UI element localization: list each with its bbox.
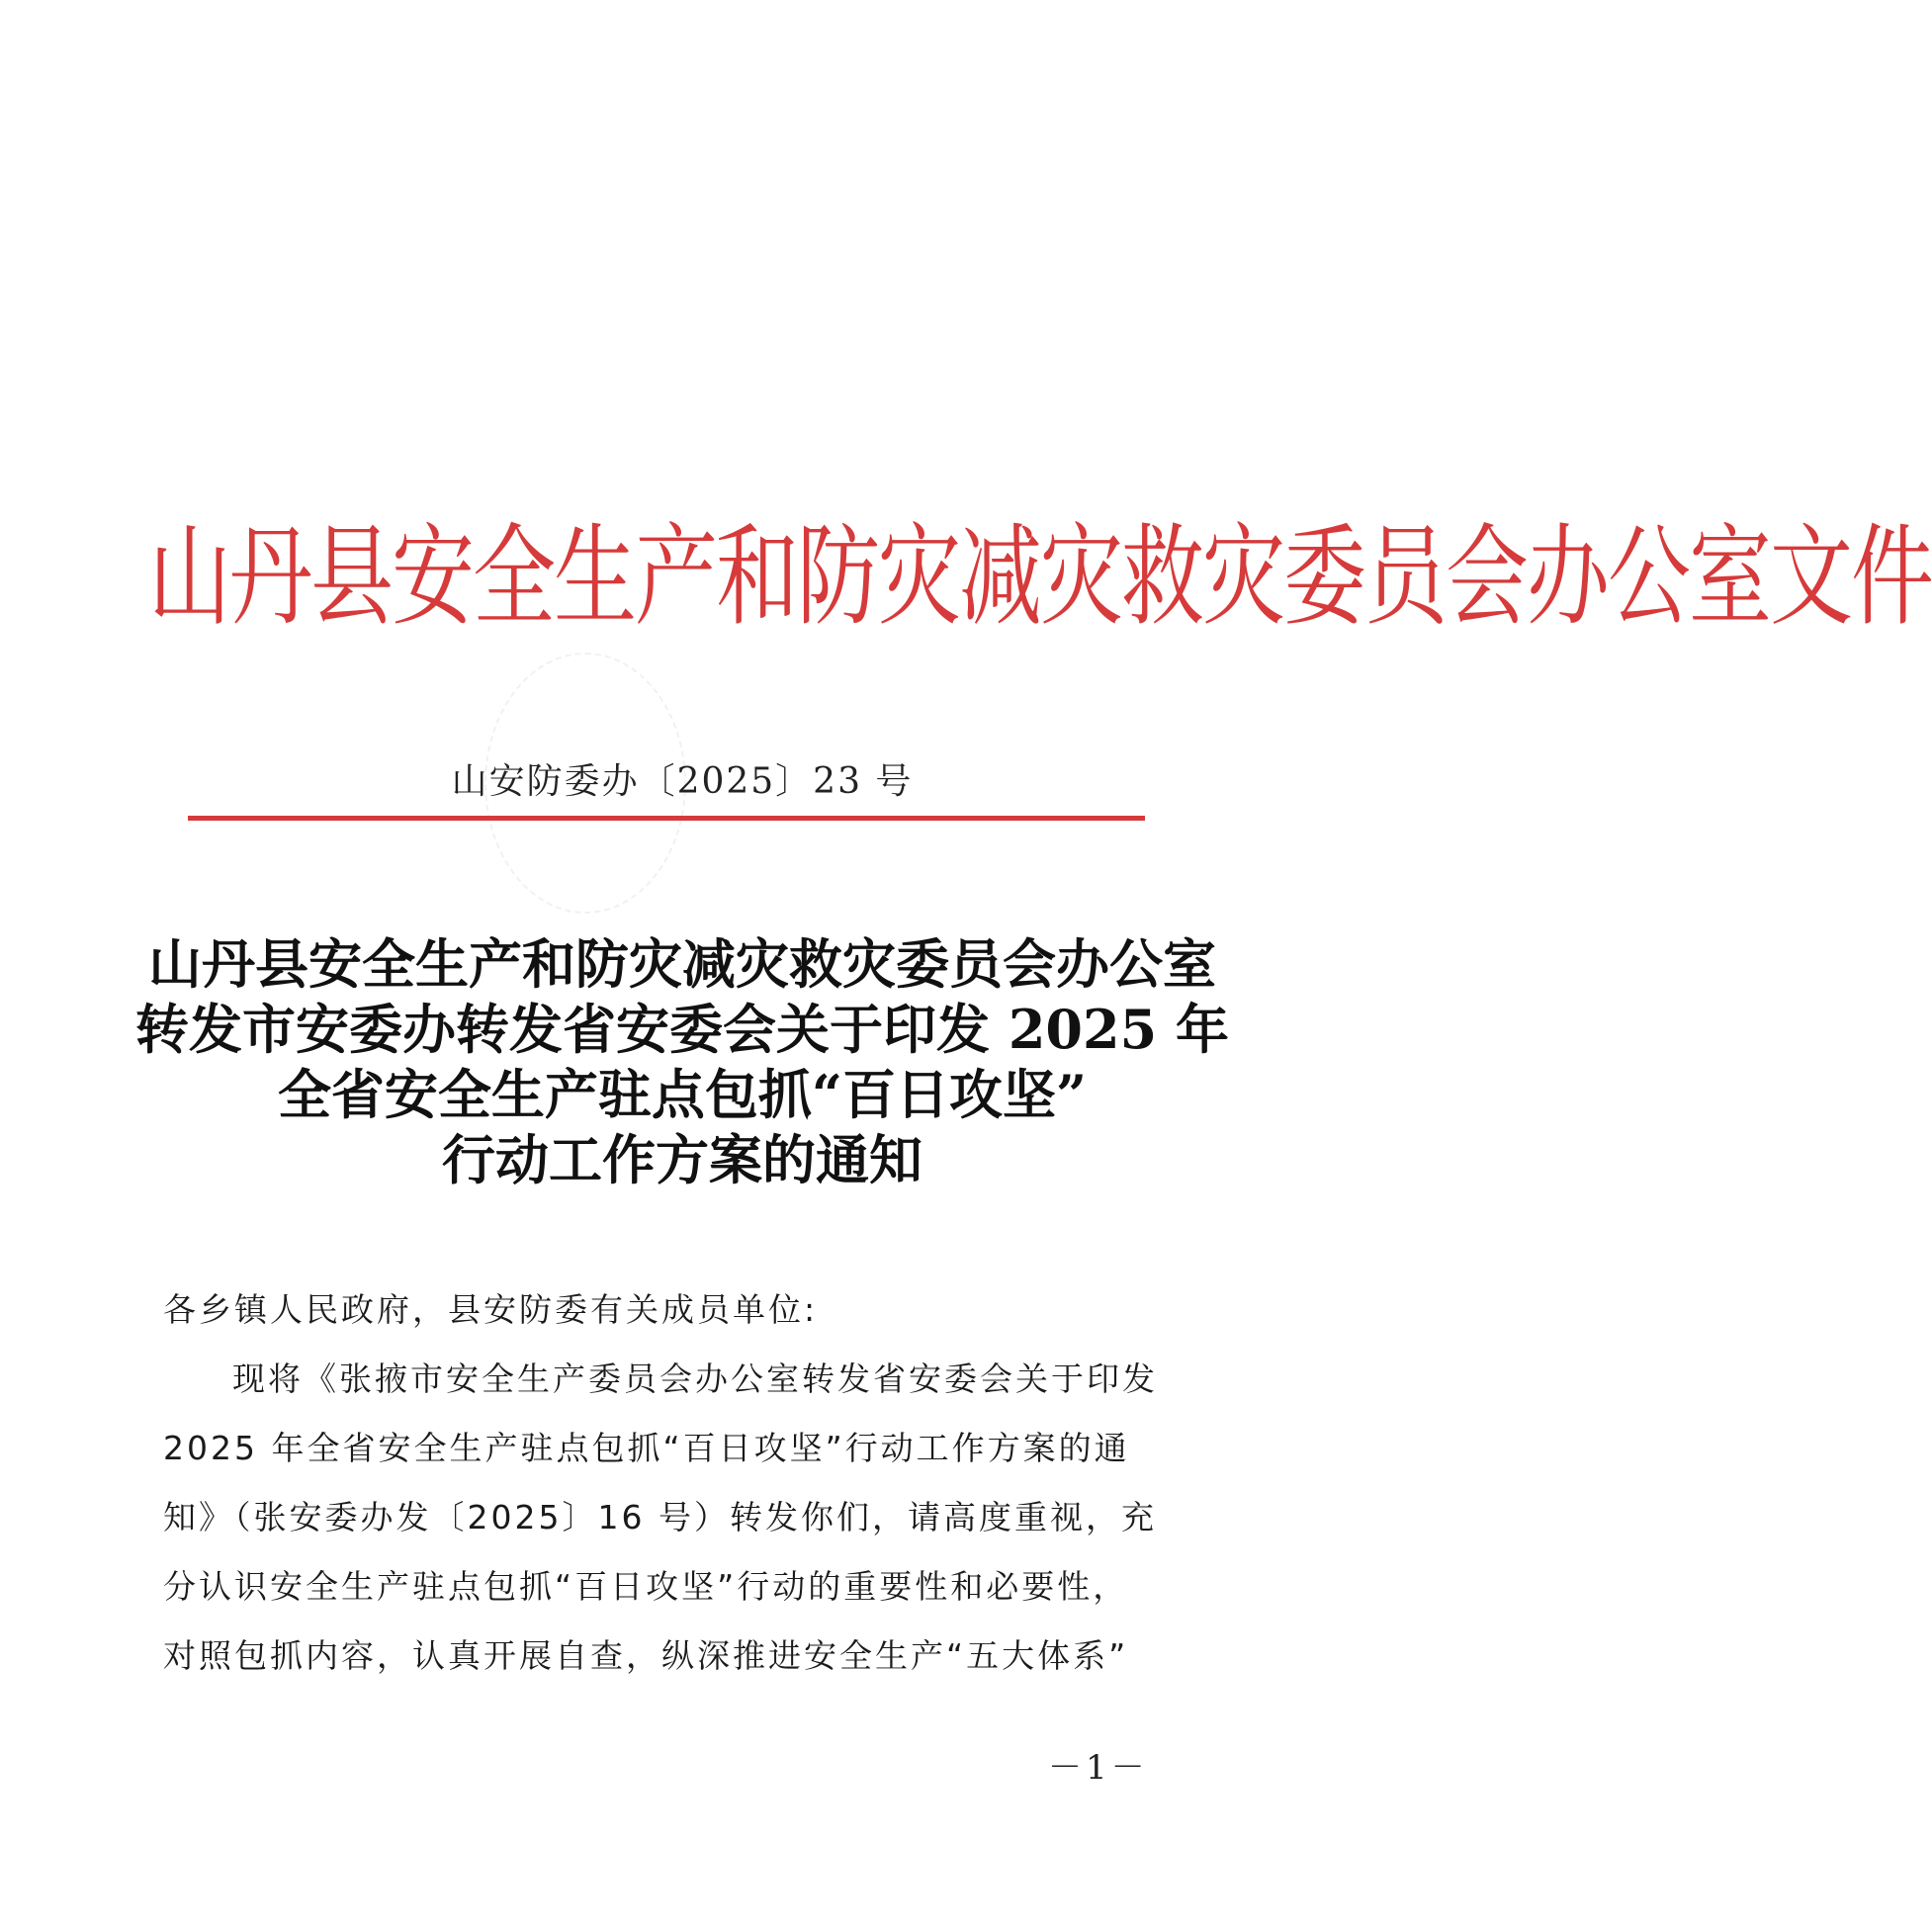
paragraph-line: 现将《张掖市安全生产委员会办公室转发省安委会关于印发 (232, 1360, 1158, 1398)
paragraph-line: 知》（张安委办发〔2025〕16 号）转发你们，请高度重视，充 (163, 1498, 1157, 1536)
paragraph-line: 对照包抓内容，认真开展自查，纵深推进安全生产“五大体系” (163, 1636, 1129, 1675)
red-divider-line (188, 816, 1145, 821)
notice-title-line: 转发市安委办转发省安委会关于印发 2025 年 (135, 998, 1229, 1061)
document-number: 山安防委办〔2025〕23 号 (451, 761, 914, 802)
body-text (163, 1275, 1201, 1691)
paragraph-line: 2025 年全省安全生产驻点包抓“百日攻坚”行动工作方案的通 (163, 1429, 1130, 1467)
notice-title-line: 全省安全生产驻点包抓“百日攻坚” (277, 1063, 1088, 1126)
page-number: －1－ (1048, 1748, 1149, 1788)
paragraph-line: 分认识安全生产驻点包抓“百日攻坚”行动的重要性和必要性， (163, 1567, 1129, 1606)
salutation: 各乡镇人民政府，县安防委有关成员单位: (163, 1290, 819, 1329)
notice-title (0, 931, 1364, 1192)
notice-title-line: 行动工作方案的通知 (442, 1128, 922, 1191)
document-header-title: 山丹县安全生产和防灾减灾救灾委员会办公室文件 (148, 517, 1932, 640)
notice-title-line: 山丹县安全生产和防灾减灾救灾委员会办公室 (148, 932, 1216, 996)
